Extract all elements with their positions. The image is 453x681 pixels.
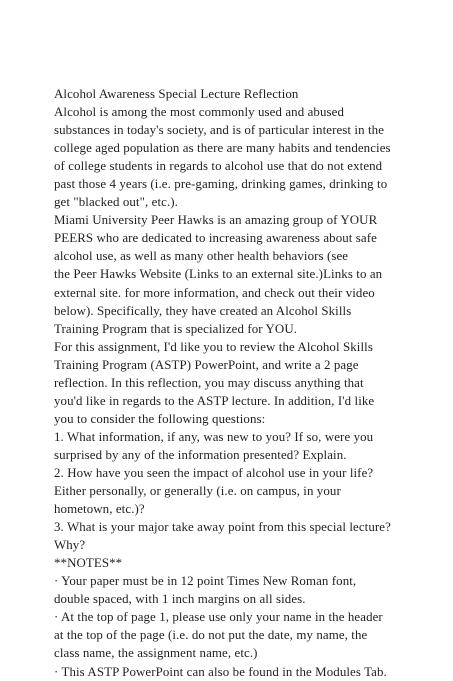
- document-title: Alcohol Awareness Special Lecture Reflection: [54, 87, 299, 101]
- intro-paragraph-line: college aged population as there are many habits and tendencies: [54, 141, 391, 156]
- question-2-line: 2. How have you seen the impact of alcohol use in your life?: [54, 465, 374, 480]
- question-3-line: Why?: [54, 538, 86, 553]
- peer-hawks-paragraph-line: below). Specifically, they have created an Alcohol Skills: [54, 303, 352, 318]
- question-3-line: 3. What is your major take away point from this special lecture?: [54, 520, 391, 535]
- assignment-paragraph-line: Training Program (ASTP) PowerPoint, and write a 2 page: [54, 357, 359, 372]
- intro-paragraph-line: of college students in regards to alcohol use that do not extend: [54, 159, 383, 174]
- note-item-line: class name, the assignment name, etc.): [54, 646, 258, 661]
- note-item-line: · Your paper must be in 12 point Times New Roman font,: [54, 574, 357, 589]
- intro-paragraph-line: past those 4 years (i.e. pre-gaming, drinking games, drinking to: [54, 177, 388, 192]
- question-1-line: 1. What information, if any, was new to you? If so, were you: [54, 429, 374, 444]
- question-2-line: Either personally, or generally (i.e. on campus, in your: [54, 484, 341, 499]
- question-1-line: surprised by any of the information presented? Explain.: [54, 447, 347, 462]
- assignment-paragraph-line: you to consider the following questions:: [54, 411, 266, 426]
- note-item-line: · At the top of page 1, please use only your name in the header: [54, 610, 383, 625]
- note-item-line: · This ASTP PowerPoint can also be found in the Modules Tab.: [54, 664, 387, 679]
- document-page: [54, 85, 426, 681]
- peer-hawks-paragraph-line: Miami University Peer Hawks is an amazing group of YOUR: [54, 213, 378, 228]
- note-item-line: double spaced, with 1 inch margins on all sides.: [54, 592, 306, 607]
- peer-hawks-paragraph-line: the Peer Hawks Website (Links to an external site.)Links to an: [54, 267, 383, 282]
- assignment-paragraph-line: reflection. In this reflection, you may discuss anything that: [54, 375, 364, 390]
- peer-hawks-paragraph-line: alcohol use, as well as many other health behaviors (see: [54, 249, 349, 264]
- intro-paragraph-line: Alcohol is among the most commonly used and abused: [54, 105, 344, 120]
- peer-hawks-paragraph-line: PEERS who are dedicated to increasing awareness about safe: [54, 231, 377, 246]
- peer-hawks-paragraph-line: Training Program that is specialized for YOU.: [54, 321, 298, 336]
- notes-heading: **NOTES**: [54, 556, 123, 571]
- question-2-line: hometown, etc.)?: [54, 502, 145, 517]
- intro-paragraph-line: get "blacked out", etc.).: [54, 195, 178, 210]
- intro-paragraph-line: substances in today's society, and is of particular interest in the: [54, 123, 385, 138]
- peer-hawks-paragraph-line: external site. for more information, and check out their video: [54, 285, 375, 300]
- assignment-paragraph-line: you'd like in regards to the ASTP lecture. In addition, I'd like: [54, 393, 375, 408]
- note-item-line: at the top of the page (i.e. do not put the date, my name, the: [54, 628, 368, 643]
- assignment-paragraph-line: For this assignment, I'd like you to review the Alcohol Skills: [54, 339, 373, 354]
